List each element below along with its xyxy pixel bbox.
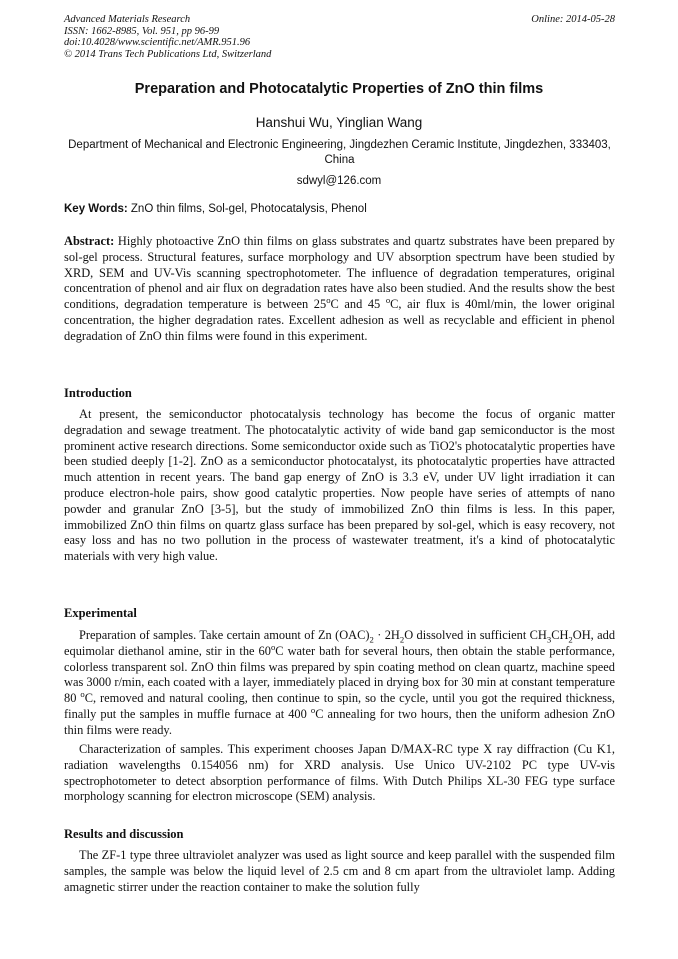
abstract-label: Abstract: — [64, 234, 115, 248]
exp-sub-4: 2 — [568, 634, 573, 645]
experimental-paragraph-1 — [64, 628, 615, 739]
exp-sub-3: 3 — [546, 634, 552, 645]
exp-text-a: Preparation of samples. Take certain amount of Zn (OAC) — [79, 628, 370, 642]
keywords-text: ZnO thin films, Sol-gel, Photocatalysis, Phenol — [130, 203, 367, 215]
affiliation: Department of Mechanical and Electronic Engineering, Jingdezhen Ceramic Institute, Jingdezhen, 333403, China — [68, 139, 611, 166]
journal-name: Advanced Materials Research — [64, 14, 191, 25]
exp-sub-2: 2 — [399, 634, 405, 645]
exp-text-d: CH — [551, 628, 569, 642]
journal-header — [64, 14, 615, 60]
abstract-sup-2: o — [385, 295, 391, 306]
exp-text-g: C, removed and natural cooling, then continue to spin, so the cycle, until you got the required thickness, finally put the samples in muffle furnace at 400 — [64, 691, 615, 721]
keywords-label: Key Words: — [64, 203, 128, 215]
abstract-sup-1: o — [326, 295, 331, 306]
abstract-text-2: C and 45 — [330, 297, 386, 312]
abstract-text-1: Highly photoactive ZnO thin films on glass substrates and quartz substrates have been prepared by sol-gel process. Structural features, surface morphology and UV absorption spectrum have been studied by XRD, SEM and UV-Vis scanning spectrophotometer. The influence of degradation temperatures, original concentration of phenol and air flux on degradation rates have also been studied. And the results show the best conditions, degradation temperature is between 25 — [64, 234, 615, 312]
results-heading: Results and discussion — [64, 827, 184, 841]
email: sdwyl@126.com — [296, 175, 382, 187]
online-date: Online: 2014-05-28 — [531, 14, 615, 25]
paper-title: Preparation and Photocatalytic Properties of ZnO thin films — [134, 81, 544, 97]
keywords — [64, 203, 615, 215]
exp-sup-3: o — [310, 704, 316, 715]
exp-sub-1: 2 — [369, 634, 374, 645]
exp-text-h: C annealing for two hours, then the uniform adhesion ZnO thin films were ready. — [64, 706, 615, 737]
doi: doi:10.4028/www.scientific.net/AMR.951.96 — [64, 37, 251, 48]
copyright: © 2014 Trans Tech Publications Ltd, Switzerland — [64, 48, 272, 60]
abstract — [64, 234, 615, 345]
exp-text-e: OH, add equimolar diethanol amine, stir in the 60 — [64, 628, 616, 658]
abstract-text-3: C, air flux is 40ml/min, the lower original concentration, the higher degradation rates. Excellent adhesion as well as recyclable and efficient in phenol degradation of ZnO thin films were found in this experiment. — [64, 297, 616, 343]
exp-sup-1: o — [270, 641, 276, 652]
exp-text-f: C water bath for several hours, then obtain the stable performance, colorless transparent sol. ZnO thin films was prepared by spin coating method on clean quartz, machine speed was 3000 r/min, each coated with a layer, immediately placed in drying box for 30 min at constant temperature 80 — [64, 643, 615, 706]
exp-text-b: · 2H — [373, 628, 400, 642]
exp-sup-2: o — [80, 689, 85, 700]
experimental-heading: Experimental — [64, 606, 137, 620]
issn: ISSN: 1662-8985, Vol. 951, pp 96-99 — [64, 25, 220, 37]
exp-text-c: O dissolved in sufficient CH — [404, 628, 547, 642]
results-paragraph: The ZF-1 type three ultraviolet analyzer was used as light source and keep parallel with the suspended film samples, the sample was below the liquid level of 2.5 cm and 8 cm apart from the ultraviolet lamp. Adding amagnetic stirrer under the reaction container to make the solution fully — [64, 848, 615, 894]
introduction-paragraph: At present, the semiconductor photocatalysis technology has become the focus of organic matter degradation and sewage treatment. The photocatalytic activity of wide band gap semiconductor is the most prominent active research directions. Some semiconductor oxide such as TiO2's photocatalytic properties have been studied deeply [1-2]. ZnO as a semiconductor photocatalyst, its photocatalytic properties have attracted much attention in recent years. The band gap energy of ZnO is 3.3 eV, under UV light irradiation it can produce electron-hole pairs, show good catalytic properties. Now people have series of attempts of nano powder and granular ZnO [3-5], but the study of immobilized ZnO thin films is less. In this paper, immobilized ZnO thin films on quartz glass surface has been prepared by sol-gel, which is easy recovery, not easy loss and has no two pollution in the process of wastewater treatment, it's a kind of photocatalytic materials with very high value. — [64, 407, 615, 564]
authors: Hanshui Wu, Yinglian Wang — [255, 115, 423, 130]
experimental-paragraph-2: Characterization of samples. This experiment chooses Japan D/MAX-RC type X ray diffraction (Cu K1, radiation wavelengths 0.154056 nm) for XRD analysis. Use Unico UV-2102 PC type UV-vis spectrophotometer to detect absorption performance of films. With Dutch Philips XL-30 FEG type surface morphology scanning for electron microscope (SEM) analysis. — [64, 742, 615, 804]
introduction-heading: Introduction — [64, 386, 132, 400]
